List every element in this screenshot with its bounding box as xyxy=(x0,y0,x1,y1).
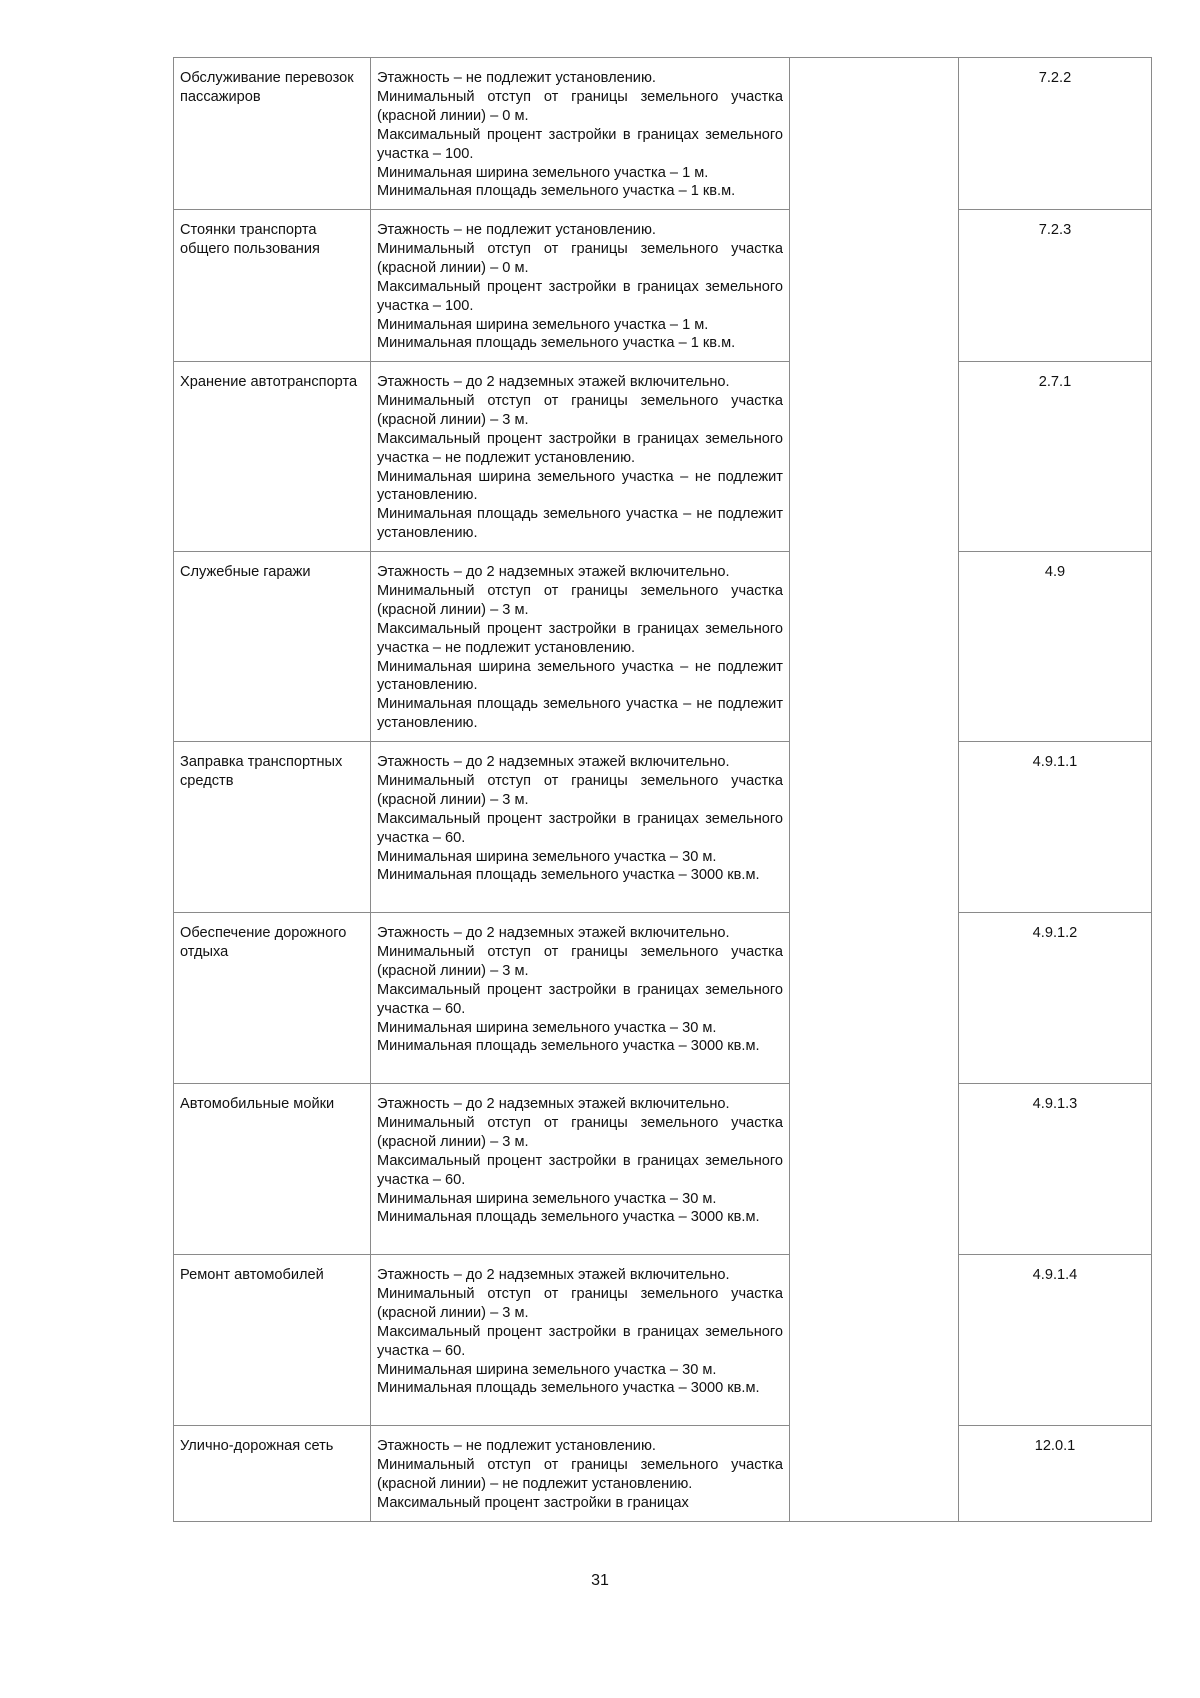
parameter-line: Этажность – не подлежит установлению. xyxy=(377,1438,656,1454)
use-parameters xyxy=(371,58,790,210)
parameter-line: Этажность – до 2 надземных этажей включительно. xyxy=(377,1267,730,1283)
parameter-line: Минимальная площадь земельного участка – 3000 кв.м. xyxy=(377,1209,760,1226)
parameter-line: Минимальная ширина земельного участка – 30 м. xyxy=(377,1361,717,1378)
parameter-line: Минимальный отступ от границы земельного участка (красной линии) – 0 м. xyxy=(377,240,783,276)
parameter-line: Минимальный отступ от границы земельного участка (красной линии) – 3 м. xyxy=(377,772,783,808)
table-row xyxy=(174,58,1152,210)
parameter-line: Минимальная площадь земельного участка – 3000 кв.м. xyxy=(377,867,760,884)
parameter-line: Минимальный отступ от границы земельного участка (красной линии) – не подлежит установлению. xyxy=(377,1456,783,1492)
use-parameters xyxy=(371,1426,790,1522)
parameter-line: Максимальный процент застройки в границах xyxy=(377,1494,689,1511)
use-parameters xyxy=(371,913,790,1084)
parameter-line: Минимальная площадь земельного участка – 3000 кв.м. xyxy=(377,1380,760,1397)
parameter-line: Максимальный процент застройки в границах земельного участка – 60. xyxy=(377,981,783,1017)
parameter-line: Этажность – до 2 надземных этажей включительно. xyxy=(377,564,730,580)
use-type-code: 4.9.1.4 xyxy=(959,1255,1152,1426)
use-type-name: Хранение автотранспорта xyxy=(174,362,371,552)
use-parameters xyxy=(371,1084,790,1255)
parameter-line: Максимальный процент застройки в границах земельного участка – не подлежит установлению. xyxy=(377,430,783,466)
table-row xyxy=(174,552,1152,742)
use-type-name: Обслуживание перевозок пассажиров xyxy=(174,58,371,210)
blank-column-cell xyxy=(790,362,959,552)
table-body xyxy=(174,58,1152,1522)
use-parameters xyxy=(371,362,790,552)
parameter-line: Этажность – до 2 надземных этажей включительно. xyxy=(377,925,730,941)
parameter-line: Минимальная площадь земельного участка – 3000 кв.м. xyxy=(377,1038,760,1055)
blank-column-cell xyxy=(790,742,959,913)
use-type-name: Улично-дорожная сеть xyxy=(174,1426,371,1522)
use-parameters xyxy=(371,210,790,362)
use-type-name: Обеспечение дорожного отдыха xyxy=(174,913,371,1084)
parameter-line: Минимальная ширина земельного участка – не подлежит установлению. xyxy=(377,468,783,504)
parameter-line: Минимальный отступ от границы земельного участка (красной линии) – 3 м. xyxy=(377,1114,783,1150)
parameter-line: Максимальный процент застройки в границах земельного участка – 60. xyxy=(377,1152,783,1188)
parameter-line: Минимальная площадь земельного участка – не подлежит установлению. xyxy=(377,506,783,542)
parameter-line: Минимальный отступ от границы земельного участка (красной линии) – 3 м. xyxy=(377,392,783,428)
land-use-table xyxy=(173,57,1152,1522)
blank-column-cell xyxy=(790,58,959,210)
parameter-line: Этажность – не подлежит установлению. xyxy=(377,70,656,86)
blank-column-cell xyxy=(790,210,959,362)
use-type-name: Ремонт автомобилей xyxy=(174,1255,371,1426)
table-row xyxy=(174,913,1152,1084)
blank-column-cell xyxy=(790,1426,959,1522)
parameter-line: Минимальный отступ от границы земельного участка (красной линии) – 0 м. xyxy=(377,88,783,124)
table-row xyxy=(174,1255,1152,1426)
use-type-code: 12.0.1 xyxy=(959,1426,1152,1522)
parameter-line: Минимальная ширина земельного участка – 1 м. xyxy=(377,164,709,181)
parameter-line: Минимальная ширина земельного участка – не подлежит установлению. xyxy=(377,658,783,694)
blank-column-cell xyxy=(790,1255,959,1426)
parameter-line: Минимальный отступ от границы земельного участка (красной линии) – 3 м. xyxy=(377,1285,783,1321)
parameter-line: Максимальный процент застройки в границах земельного участка – 100. xyxy=(377,278,783,314)
use-parameters xyxy=(371,552,790,742)
parameter-line: Минимальная площадь земельного участка – 1 кв.м. xyxy=(377,183,736,200)
page-number: 31 xyxy=(591,1572,609,1589)
use-type-code: 4.9.1.2 xyxy=(959,913,1152,1084)
parameter-line: Максимальный процент застройки в границах земельного участка – 60. xyxy=(377,810,783,846)
use-type-name: Служебные гаражи xyxy=(174,552,371,742)
parameter-line: Минимальная ширина земельного участка – 30 м. xyxy=(377,1190,717,1207)
use-type-name: Заправка транспортных средств xyxy=(174,742,371,913)
parameter-line: Минимальная площадь земельного участка – не подлежит установлению. xyxy=(377,696,783,732)
use-type-code: 7.2.2 xyxy=(959,58,1152,210)
parameter-line: Максимальный процент застройки в границах земельного участка – не подлежит установлению. xyxy=(377,620,783,656)
table-row xyxy=(174,742,1152,913)
parameter-line: Минимальная площадь земельного участка – 1 кв.м. xyxy=(377,335,736,352)
parameter-line: Этажность – до 2 надземных этажей включительно. xyxy=(377,374,730,390)
blank-column-cell xyxy=(790,552,959,742)
parameter-line: Этажность – не подлежит установлению. xyxy=(377,222,656,238)
table-row xyxy=(174,362,1152,552)
parameter-line: Минимальная ширина земельного участка – 30 м. xyxy=(377,1019,717,1036)
parameter-line: Этажность – до 2 надземных этажей включительно. xyxy=(377,754,730,770)
use-type-code: 4.9 xyxy=(959,552,1152,742)
parameter-line: Минимальный отступ от границы земельного участка (красной линии) – 3 м. xyxy=(377,582,783,618)
use-type-code: 4.9.1.3 xyxy=(959,1084,1152,1255)
use-type-code: 4.9.1.1 xyxy=(959,742,1152,913)
table-row xyxy=(174,1084,1152,1255)
table-row xyxy=(174,1426,1152,1522)
use-type-name: Стоянки транспорта общего пользования xyxy=(174,210,371,362)
use-type-code: 2.7.1 xyxy=(959,362,1152,552)
use-parameters xyxy=(371,742,790,913)
parameter-line: Максимальный процент застройки в границах земельного участка – 60. xyxy=(377,1323,783,1359)
parameter-line: Этажность – до 2 надземных этажей включительно. xyxy=(377,1096,730,1112)
parameter-line: Минимальная ширина земельного участка – 1 м. xyxy=(377,316,709,333)
use-type-code: 7.2.3 xyxy=(959,210,1152,362)
use-parameters xyxy=(371,1255,790,1426)
parameter-line: Максимальный процент застройки в границах земельного участка – 100. xyxy=(377,126,783,162)
parameter-line: Минимальный отступ от границы земельного участка (красной линии) – 3 м. xyxy=(377,943,783,979)
blank-column-cell xyxy=(790,913,959,1084)
use-type-name: Автомобильные мойки xyxy=(174,1084,371,1255)
table-row xyxy=(174,210,1152,362)
parameter-line: Минимальная ширина земельного участка – 30 м. xyxy=(377,848,717,865)
blank-column-cell xyxy=(790,1084,959,1255)
